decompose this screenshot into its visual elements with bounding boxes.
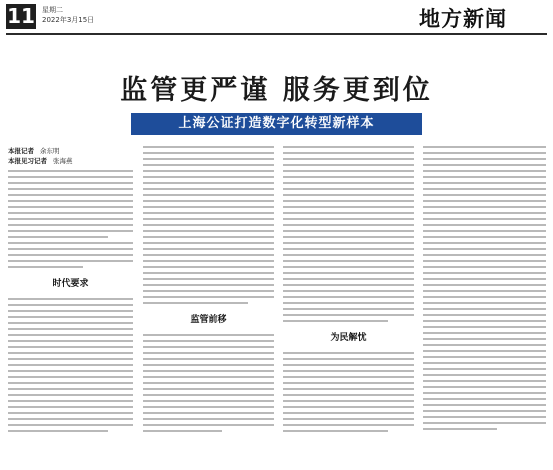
article-subheadline: 上海公证打造数字化转型新样本: [131, 113, 422, 135]
byline-label: 本报记者: [8, 147, 34, 155]
byline-label: 本报见习记者: [8, 157, 47, 165]
page-header: [0, 0, 553, 36]
text-column-2: [143, 146, 274, 436]
byline: [8, 146, 73, 166]
weekday: 星期二: [42, 6, 63, 14]
text-column-3: [283, 146, 414, 436]
byline-trainee: [8, 156, 73, 166]
subhead: 监管前移: [190, 315, 227, 325]
header-divider: [6, 33, 547, 35]
subhead: 为民解忧: [330, 333, 367, 343]
issue-date: 2022年3月15日: [42, 16, 95, 24]
text-column-4: [423, 146, 546, 434]
subhead: 时代要求: [52, 279, 89, 289]
byline-name: 余东明: [40, 147, 60, 155]
date-block: [42, 5, 94, 25]
article-headline: 监管更严谨 服务更到位: [120, 75, 433, 106]
page-number: 11: [7, 4, 35, 28]
byline-reporter: [8, 146, 73, 156]
section-title: 地方新闻: [419, 7, 507, 31]
text-column-1: [8, 170, 133, 436]
byline-name: 张海燕: [53, 157, 73, 165]
